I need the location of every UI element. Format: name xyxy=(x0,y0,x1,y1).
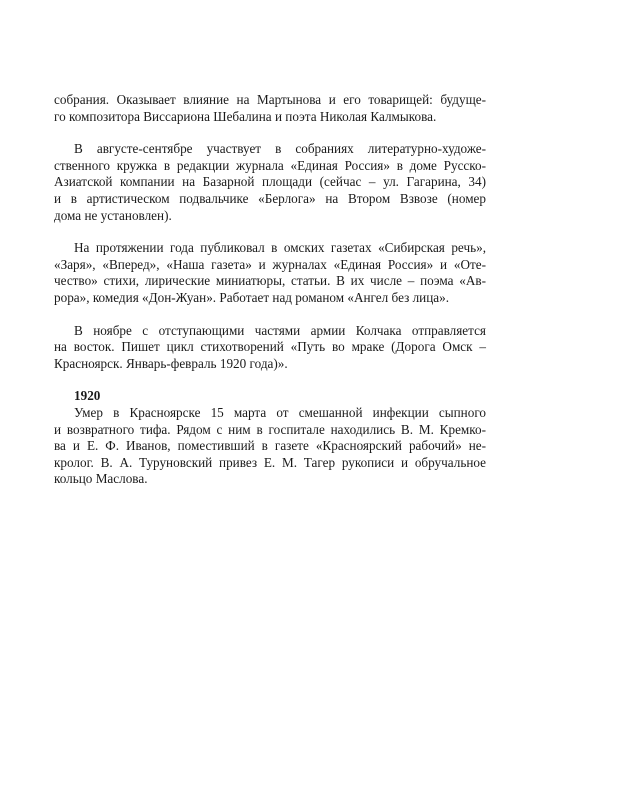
text-line: ственного кружка в редакции журнала «Единая Россия» в доме Русско- xyxy=(54,157,486,173)
text-line: и возвратного тифа. Рядом с ним в госпитале находились В. М. Кремко- xyxy=(54,421,486,437)
text-line: го композитора Виссариона Шебалина и поэта Николая Калмыкова. xyxy=(54,108,437,124)
section-year-heading: 1920 xyxy=(74,388,101,404)
text-line: чество» стихи, лирические миниатюры, статьи. В их числе – поэма «Ав- xyxy=(54,273,486,289)
text-line: кролог. В. А. Туруновский привез Е. М. Тагер рукописи и обручальное xyxy=(54,454,486,470)
section-1920 xyxy=(54,388,486,488)
document-body xyxy=(54,92,486,504)
text-line: Умер в Красноярске 15 марта от смешанной инфекции сыпного xyxy=(74,404,486,420)
text-line: На протяжении года публиковал в омских газетах «Сибирская речь», xyxy=(74,240,486,256)
paragraph-meeting-influence xyxy=(54,92,486,125)
text-line: собрания. Оказывает влияние на Мартынова и его товарищей: будуще- xyxy=(54,92,486,107)
text-line: В августе-сентябре участвует в собраниях литературно-художе- xyxy=(74,141,486,157)
text-line: «Заря», «Вперед», «Наша газета» и журналах «Единая Россия» и «Оте- xyxy=(54,256,486,272)
paragraph-retreat xyxy=(54,323,486,373)
text-line: Красноярск. Январь-февраль 1920 года)». xyxy=(54,355,288,371)
text-line: кольцо Маслова. xyxy=(54,471,148,487)
text-line: рора», комедия «Дон-Жуан». Работает над романом «Ангел без лица». xyxy=(54,289,450,305)
text-line: В ноябре с отступающими частями армии Колчака отправляется xyxy=(74,322,486,338)
text-line: на восток. Пишет цикл стихотворений «Путь во мраке (Дорога Омск – xyxy=(54,339,486,355)
text-line: ва и Е. Ф. Иванов, поместивший в газете «Красноярский рабочий» не- xyxy=(54,438,486,454)
paragraph-literary-circle xyxy=(54,141,486,224)
text-line: и в артистическом подвальчике «Берлога» на Втором Взвозе (номер xyxy=(54,190,486,206)
paragraph-publications xyxy=(54,240,486,306)
text-line: дома не установлен). xyxy=(54,207,172,223)
text-line: Азиатской компании на Базарной площади (сейчас – ул. Гагарина, 34) xyxy=(54,174,486,190)
